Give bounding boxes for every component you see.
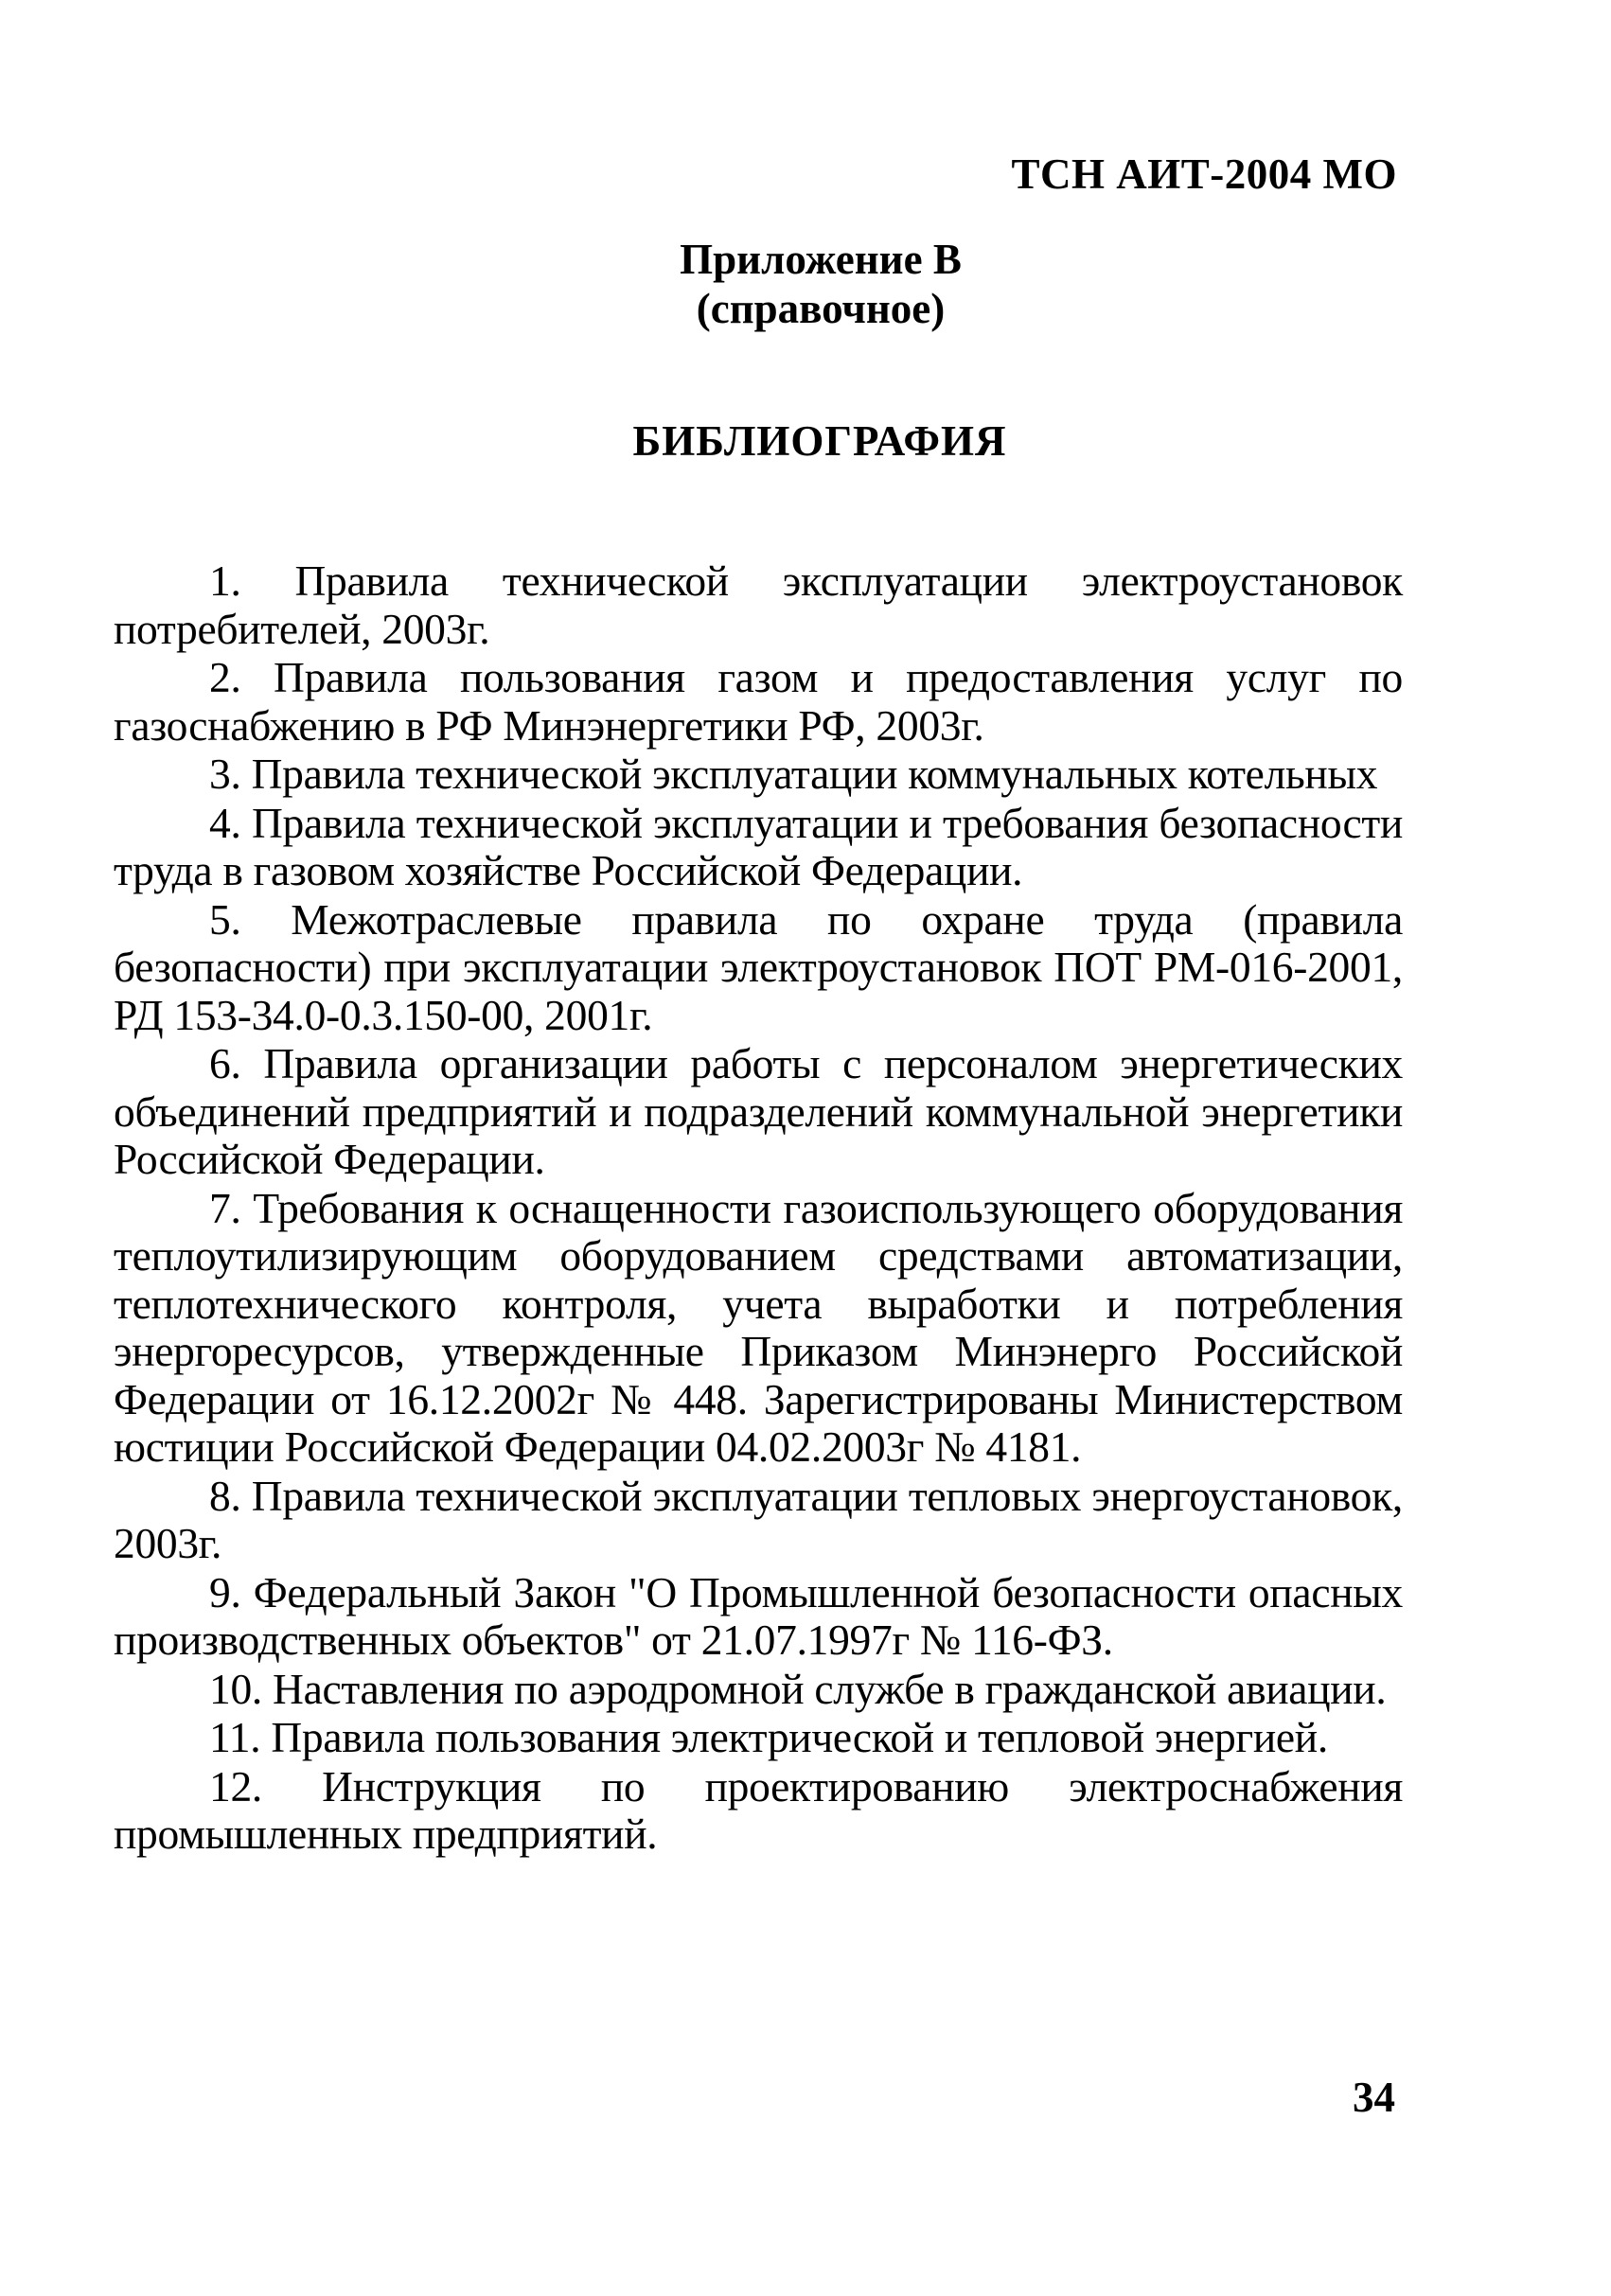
bibliography-item-11: 11. Правила пользования электрической и тепловой энергией. xyxy=(209,1713,1328,1761)
bibliography-item-6: 6. Правила организации работы с персоналом энергетических объединений предприятий и подразделений коммунальной энергетики Российской Федерации. xyxy=(114,1039,1403,1183)
bibliography-item-9: 9. Федеральный Закон "О Промышленной безопасности опасных производственных объектов" от 21.07.1997г № 116-ФЗ. xyxy=(114,1567,1403,1664)
bibliography-item-12: 12. Инструкция по проектированию электроснабжения промышленных предприятий. xyxy=(114,1761,1403,1858)
bibliography-item-4: 4. Правила технической эксплуатации и требования безопасности труда в газовом хозяйстве Российской Федерации. xyxy=(114,798,1403,894)
appendix-subtitle: (справочное) xyxy=(696,285,946,332)
bibliography-item-8: 8. Правила технической эксплуатации тепловых энергоустановок, 2003г. xyxy=(114,1471,1403,1567)
bibliography-item-7: 7. Требования к оснащенности газоиспользующего оборудования теплоутилизирующим оборудованием средствами автоматизации, теплотехнического контроля, учета выработки и потребления энергоресурсов, утвержденные Приказом Минэнерго Российской Федерации от 16.12.2002г № 448. Зарегистрированы Министерством юстиции Российской Федерации 04.02.2003г № 4181. xyxy=(114,1183,1403,1471)
bibliography-item-3: 3. Правила технической эксплуатации коммунальных котельных xyxy=(209,750,1378,798)
bibliography-item-2: 2. Правила пользования газом и предоставления услуг по газоснабжению в РФ Минэнергетики РФ, 2003г. xyxy=(114,653,1403,750)
bibliography-title: БИБЛИОГРАФИЯ xyxy=(632,417,1007,465)
page-number: 34 xyxy=(1353,2074,1395,2121)
bibliography-item-5: 5. Межотраслевые правила по охране труда (правила безопасности) при эксплуатации электроустановок ПОТ РМ-016-2001, РД 153-34.0-0.3.150-00, 2001г. xyxy=(114,894,1403,1039)
bibliography-item-1: 1. Правила технической эксплуатации электроустановок потребителей, 2003г. xyxy=(114,556,1403,653)
bibliography-list xyxy=(114,557,1403,1860)
appendix-title: Приложение В xyxy=(680,236,962,283)
appendix-heading xyxy=(0,235,1611,333)
document-code: ТСН АИТ-2004 МО xyxy=(1011,150,1397,198)
bibliography-item-10: 10. Наставления по аэродромной службе в гражданской авиации. xyxy=(209,1664,1387,1713)
